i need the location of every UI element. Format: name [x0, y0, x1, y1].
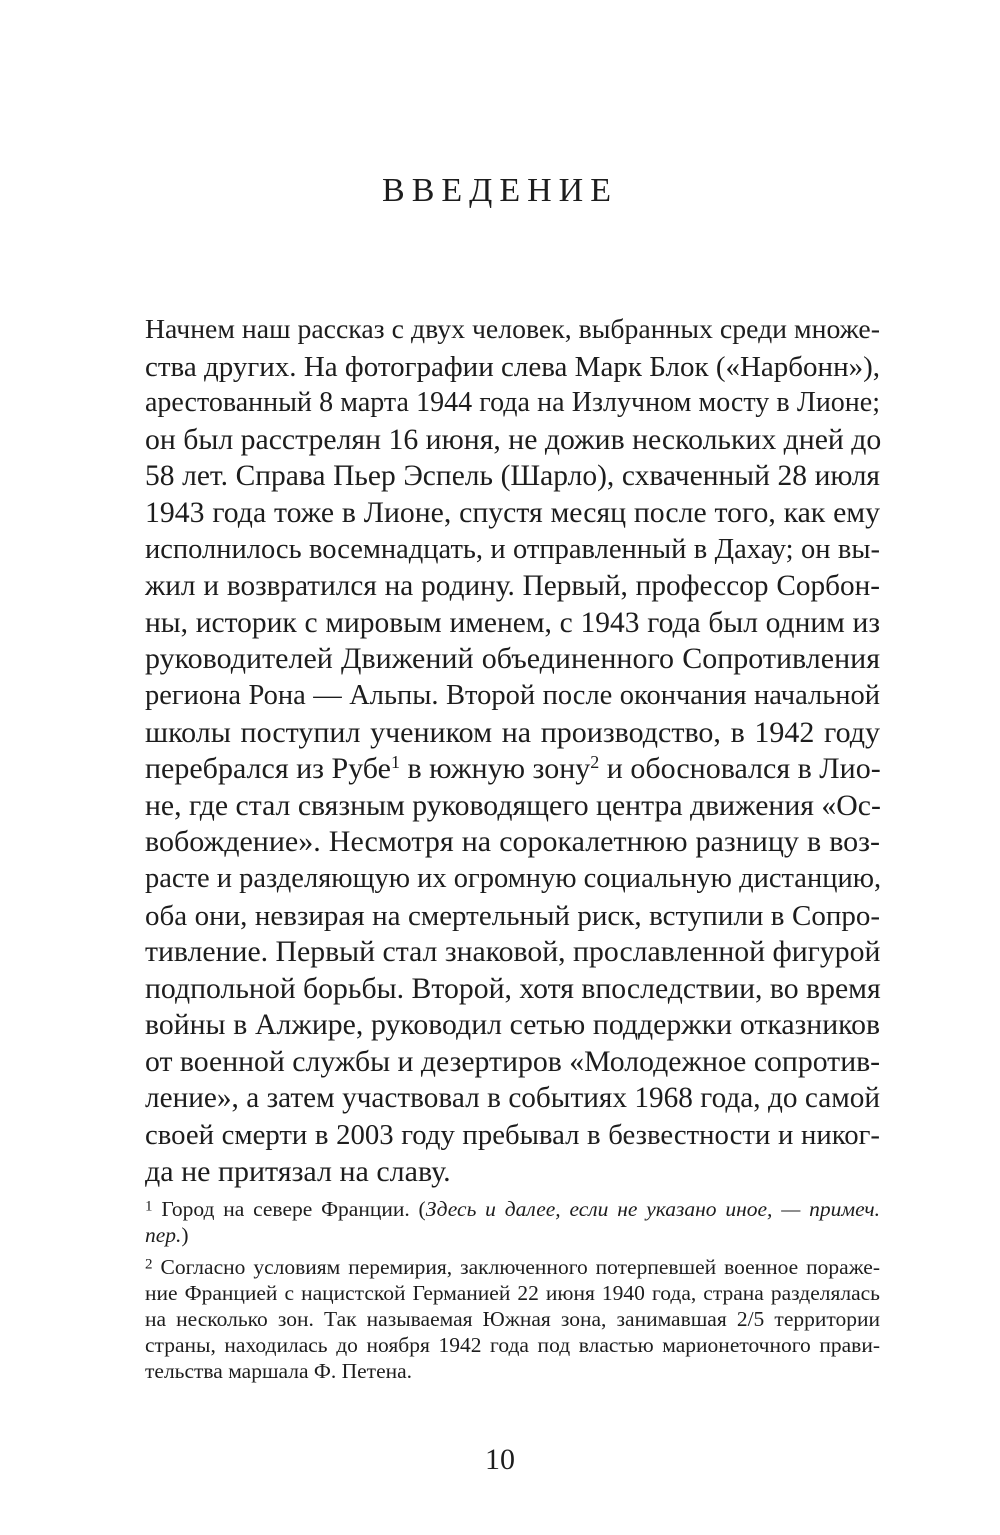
- footnote-mark: 1: [145, 1198, 153, 1215]
- footnote-line: на несколько зон. Так называемая Южная зона, занимавшая 2/5 территории: [145, 1307, 880, 1331]
- body-line: он был расстрелян 16 июня, не дожив нескольких дней до: [145, 422, 882, 456]
- footnote-line: [145, 1222, 880, 1248]
- body-line: своей смерти в 2003 году пребывал в безвестности и никог-: [145, 1119, 880, 1152]
- body-line: не, где стал связным руководящего центра движения «Ос-: [145, 788, 881, 822]
- chapter-title: ВВЕДЕНИЕ: [382, 172, 618, 209]
- line-segment: и обосновался в Лио-: [599, 752, 881, 786]
- footnote-line: [145, 1196, 880, 1222]
- body-line: подпольной борьбы. Второй, хотя впоследствии, во время: [145, 971, 881, 1005]
- body-line: от военной службы и дезертиров «Молодежное сопротив-: [145, 1044, 881, 1078]
- body-line: ства других. На фотографии слева Марк Блок («Нарбонн»),: [145, 350, 880, 383]
- body-line: исполнилось восемнадцать, и отправленный в Дахау; он вы-: [145, 533, 880, 565]
- line-segment: перебрался из Рубе: [145, 752, 391, 786]
- footnotes: [145, 1196, 880, 1384]
- body-line: руководителей Движений объединенного Сопротивления: [145, 642, 880, 676]
- body-line: да не притязал на славу.: [145, 1154, 451, 1188]
- footnote-italic-text: пер.: [145, 1223, 182, 1247]
- body-line: 58 лет. Справа Пьер Эспель (Шарло), схваченный 28 июля: [145, 460, 880, 493]
- body-line: тивление. Первый стал знаковой, прославленной фигурой: [145, 935, 881, 969]
- footnote-ref-1[interactable]: 1: [391, 752, 400, 773]
- footnote-line: ние Францией с нацистской Германией 22 июня 1940 года, страна разделялась: [145, 1281, 880, 1305]
- line-segment: в южную зону: [400, 752, 591, 786]
- footnote-line: [145, 1254, 880, 1280]
- footnote-ref-2[interactable]: 2: [590, 752, 600, 773]
- body-line: ление», а затем участвовал в событиях 1968 года, до самой: [145, 1082, 880, 1115]
- body-line: региона Рона — Альпы. Второй после окончания начальной: [145, 679, 880, 711]
- body-line: ны, историк с мировым именем, с 1943 года был одним из: [145, 606, 880, 639]
- footnote-1: [145, 1196, 880, 1248]
- footnote-text: Город на севере Франции. (: [161, 1197, 426, 1221]
- footnote-line: страны, находилась до ноября 1942 года под властью марионеточного прави-: [145, 1333, 880, 1357]
- body-line: войны в Алжире, руководил сетью поддержки отказников: [145, 1008, 880, 1042]
- footnote-text: Согласно условиям перемирия, заключенного потерпевшей военное пораже-: [160, 1255, 880, 1279]
- body-line: вобождение». Несмотря на сорокалетнюю разницу в воз-: [145, 825, 880, 859]
- footnote-mark: 2: [145, 1256, 153, 1273]
- footnote-2: [145, 1254, 880, 1384]
- body-line: оба они, невзирая на смертельный риск, вступили в Сопро-: [145, 899, 880, 932]
- body-line: 1943 года тоже в Лионе, спустя месяц после того, как ему: [145, 495, 880, 529]
- body-line: расте и разделяющую их огромную социальную дистанцию,: [145, 862, 882, 894]
- body-line-with-footnote-refs: [145, 751, 880, 788]
- body-line: школы поступил учеником на производство, в 1942 году: [145, 715, 880, 749]
- page-number: 10: [485, 1443, 515, 1476]
- footnote-text: ): [181, 1223, 189, 1247]
- body-line: арестованный 8 марта 1944 года на Излучном мосту в Лионе;: [145, 387, 880, 419]
- body-line: жил и возвратился на родину. Первый, профессор Сорбон-: [145, 570, 880, 603]
- footnote-italic-text: Здесь и далее, если не указано иное, — примеч.: [425, 1197, 880, 1221]
- footnote-line: тельства маршала Ф. Петена.: [145, 1359, 413, 1383]
- body-text: [145, 312, 880, 1190]
- body-line: Начнем наш рассказ с двух человек, выбранных среди множе-: [145, 314, 880, 345]
